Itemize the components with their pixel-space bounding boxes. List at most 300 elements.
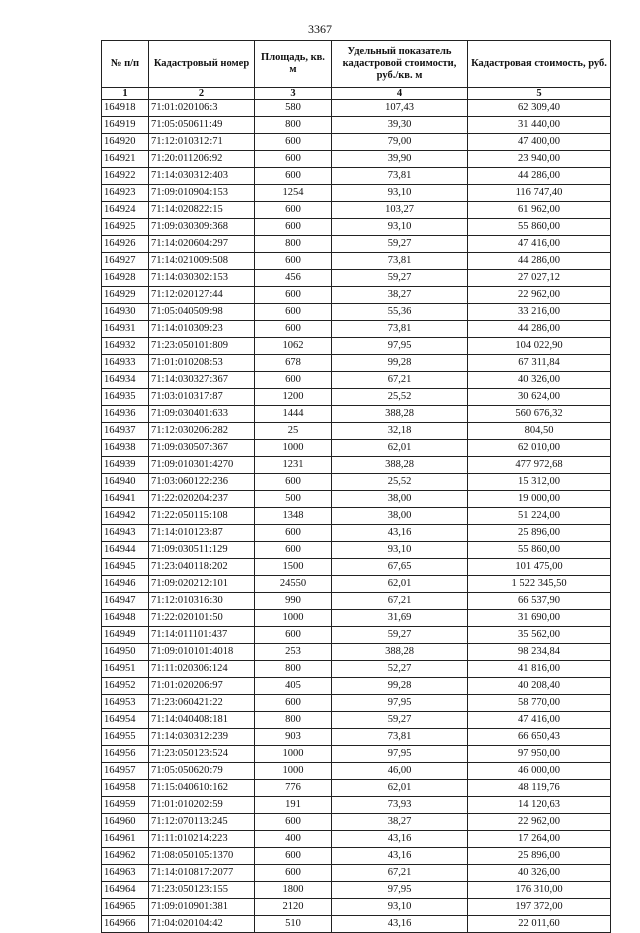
column-number: 4: [332, 88, 468, 100]
table-row: [102, 304, 611, 321]
unit-value-cell: 43,16: [332, 525, 468, 542]
table-row: [102, 848, 611, 865]
table-row: [102, 695, 611, 712]
cadastral-value-cell: 62 309,40: [468, 100, 611, 117]
row-number-cell: 164937: [102, 423, 149, 440]
cadastral-value-cell: 22 011,60: [468, 916, 611, 933]
row-number-cell: 164931: [102, 321, 149, 338]
area-cell: 600: [255, 202, 332, 219]
row-number-cell: 164926: [102, 236, 149, 253]
unit-value-cell: 67,21: [332, 372, 468, 389]
table-row: [102, 236, 611, 253]
cadastral-value-cell: 44 286,00: [468, 253, 611, 270]
unit-value-cell: 46,00: [332, 763, 468, 780]
row-number-cell: 164953: [102, 695, 149, 712]
cadastral-number-cell: 71:23:040118:202: [149, 559, 255, 576]
area-cell: 1000: [255, 746, 332, 763]
cadastral-number-cell: 71:23:050123:524: [149, 746, 255, 763]
row-number-cell: 164946: [102, 576, 149, 593]
unit-value-cell: 32,18: [332, 423, 468, 440]
cadastral-number-cell: 71:09:010101:4018: [149, 644, 255, 661]
area-cell: 600: [255, 134, 332, 151]
area-cell: 600: [255, 151, 332, 168]
row-number-cell: 164944: [102, 542, 149, 559]
table-row: [102, 610, 611, 627]
cadastral-number-cell: 71:09:030309:368: [149, 219, 255, 236]
cadastral-value-cell: 44 286,00: [468, 168, 611, 185]
cadastral-value-cell: 22 962,00: [468, 287, 611, 304]
table-row: [102, 576, 611, 593]
table-row: [102, 831, 611, 848]
table-row: [102, 185, 611, 202]
cadastral-number-cell: 71:01:020106:3: [149, 100, 255, 117]
area-cell: 1000: [255, 440, 332, 457]
cadastral-value-cell: 101 475,00: [468, 559, 611, 576]
table-row: [102, 525, 611, 542]
area-cell: 1062: [255, 338, 332, 355]
unit-value-cell: 25,52: [332, 389, 468, 406]
cadastral-number-cell: 71:05:040509:98: [149, 304, 255, 321]
cadastral-value-cell: 804,50: [468, 423, 611, 440]
cadastral-value-cell: 104 022,90: [468, 338, 611, 355]
unit-value-cell: 52,27: [332, 661, 468, 678]
cadastral-number-cell: 71:09:010904:153: [149, 185, 255, 202]
cadastral-number-cell: 71:22:020204:237: [149, 491, 255, 508]
cadastral-number-cell: 71:12:010316:30: [149, 593, 255, 610]
area-cell: 600: [255, 542, 332, 559]
unit-value-cell: 97,95: [332, 882, 468, 899]
cadastral-value-cell: 41 816,00: [468, 661, 611, 678]
row-number-cell: 164935: [102, 389, 149, 406]
table-row: [102, 457, 611, 474]
unit-value-cell: 93,10: [332, 219, 468, 236]
table-row: [102, 287, 611, 304]
table-row: [102, 151, 611, 168]
cadastral-value-cell: 58 770,00: [468, 695, 611, 712]
area-cell: 500: [255, 491, 332, 508]
cadastral-value-cell: 51 224,00: [468, 508, 611, 525]
table-row: [102, 372, 611, 389]
area-cell: 253: [255, 644, 332, 661]
table-row: [102, 916, 611, 933]
row-number-cell: 164943: [102, 525, 149, 542]
unit-value-cell: 38,27: [332, 814, 468, 831]
cadastral-number-cell: 71:09:030511:129: [149, 542, 255, 559]
cadastral-number-cell: 71:23:050101:809: [149, 338, 255, 355]
area-cell: 600: [255, 372, 332, 389]
table-row: [102, 661, 611, 678]
cadastral-value-cell: 40 208,40: [468, 678, 611, 695]
row-number-cell: 164951: [102, 661, 149, 678]
cadastral-number-cell: 71:20:011206:92: [149, 151, 255, 168]
area-cell: 1200: [255, 389, 332, 406]
table-row: [102, 100, 611, 117]
row-number-cell: 164963: [102, 865, 149, 882]
row-number-cell: 164945: [102, 559, 149, 576]
row-number-cell: 164942: [102, 508, 149, 525]
table-row: [102, 219, 611, 236]
area-cell: 580: [255, 100, 332, 117]
unit-value-cell: 62,01: [332, 576, 468, 593]
row-number-cell: 164962: [102, 848, 149, 865]
area-cell: 600: [255, 848, 332, 865]
cadastral-number-cell: 71:14:010309:23: [149, 321, 255, 338]
row-number-cell: 164938: [102, 440, 149, 457]
cadastral-number-cell: 71:23:050123:155: [149, 882, 255, 899]
table-row: [102, 763, 611, 780]
cadastral-number-cell: 71:03:010317:87: [149, 389, 255, 406]
row-number-cell: 164925: [102, 219, 149, 236]
cadastral-value-cell: 97 950,00: [468, 746, 611, 763]
area-cell: 600: [255, 474, 332, 491]
cadastral-number-cell: 71:14:030312:403: [149, 168, 255, 185]
unit-value-cell: 59,27: [332, 236, 468, 253]
row-number-cell: 164952: [102, 678, 149, 695]
cadastral-value-cell: 61 962,00: [468, 202, 611, 219]
table-row: [102, 559, 611, 576]
row-number-cell: 164958: [102, 780, 149, 797]
cadastral-value-cell: 47 416,00: [468, 712, 611, 729]
unit-value-cell: 99,28: [332, 678, 468, 695]
area-cell: 800: [255, 117, 332, 134]
area-cell: 600: [255, 321, 332, 338]
table-row: [102, 321, 611, 338]
cadastral-number-cell: 71:12:030206:282: [149, 423, 255, 440]
table-row: [102, 406, 611, 423]
cadastral-value-cell: 40 326,00: [468, 865, 611, 882]
unit-value-cell: 67,65: [332, 559, 468, 576]
row-number-cell: 164940: [102, 474, 149, 491]
area-cell: 600: [255, 287, 332, 304]
unit-value-cell: 38,00: [332, 491, 468, 508]
cadastral-value-cell: 55 860,00: [468, 219, 611, 236]
unit-value-cell: 93,10: [332, 185, 468, 202]
row-number-cell: 164923: [102, 185, 149, 202]
cadastral-value-cell: 176 310,00: [468, 882, 611, 899]
unit-value-cell: 73,93: [332, 797, 468, 814]
cadastral-number-cell: 71:23:060421:22: [149, 695, 255, 712]
cadastral-number-cell: 71:01:020206:97: [149, 678, 255, 695]
area-cell: 600: [255, 304, 332, 321]
cadastral-number-cell: 71:22:050115:108: [149, 508, 255, 525]
cadastral-value-cell: 66 650,43: [468, 729, 611, 746]
unit-value-cell: 79,00: [332, 134, 468, 151]
column-number: 1: [102, 88, 149, 100]
cadastral-value-cell: 40 326,00: [468, 372, 611, 389]
area-cell: 600: [255, 525, 332, 542]
cadastral-value-cell: 47 400,00: [468, 134, 611, 151]
row-number-cell: 164928: [102, 270, 149, 287]
area-cell: 600: [255, 253, 332, 270]
row-number-cell: 164959: [102, 797, 149, 814]
unit-value-cell: 73,81: [332, 253, 468, 270]
row-number-cell: 164965: [102, 899, 149, 916]
cadastral-value-cell: 19 000,00: [468, 491, 611, 508]
table-row: [102, 593, 611, 610]
cadastral-value-cell: 197 372,00: [468, 899, 611, 916]
row-number-cell: 164948: [102, 610, 149, 627]
unit-value-cell: 55,36: [332, 304, 468, 321]
area-cell: 400: [255, 831, 332, 848]
header-cadastral-value: Кадастровая стоимость, руб.: [468, 41, 611, 88]
cadastral-value-cell: 55 860,00: [468, 542, 611, 559]
cadastral-value-cell: 66 537,90: [468, 593, 611, 610]
area-cell: 1231: [255, 457, 332, 474]
row-number-cell: 164936: [102, 406, 149, 423]
row-number-cell: 164933: [102, 355, 149, 372]
cadastral-number-cell: 71:11:010214:223: [149, 831, 255, 848]
table-row: [102, 389, 611, 406]
cadastral-value-cell: 62 010,00: [468, 440, 611, 457]
row-number-cell: 164922: [102, 168, 149, 185]
row-number-cell: 164919: [102, 117, 149, 134]
cadastral-value-cell: 48 119,76: [468, 780, 611, 797]
table-row: [102, 746, 611, 763]
table-row: [102, 474, 611, 491]
unit-value-cell: 59,27: [332, 712, 468, 729]
cadastral-value-cell: 31 690,00: [468, 610, 611, 627]
unit-value-cell: 59,27: [332, 627, 468, 644]
table-row: [102, 678, 611, 695]
cadastral-number-cell: 71:09:010301:4270: [149, 457, 255, 474]
unit-value-cell: 39,30: [332, 117, 468, 134]
cadastral-number-cell: 71:12:020127:44: [149, 287, 255, 304]
cadastral-value-cell: 116 747,40: [468, 185, 611, 202]
cadastral-value-cell: 31 440,00: [468, 117, 611, 134]
cadastral-number-cell: 71:14:020822:15: [149, 202, 255, 219]
cadastral-value-cell: 23 940,00: [468, 151, 611, 168]
unit-value-cell: 97,95: [332, 338, 468, 355]
cadastral-number-cell: 71:14:010123:87: [149, 525, 255, 542]
cadastral-number-cell: 71:14:011101:437: [149, 627, 255, 644]
table-row: [102, 797, 611, 814]
table-header-row: [102, 41, 611, 88]
table-row: [102, 270, 611, 287]
unit-value-cell: 43,16: [332, 848, 468, 865]
unit-value-cell: 67,21: [332, 865, 468, 882]
unit-value-cell: 25,52: [332, 474, 468, 491]
table-row: [102, 168, 611, 185]
cadastral-number-cell: 71:09:020212:101: [149, 576, 255, 593]
area-cell: 600: [255, 865, 332, 882]
cadastral-value-cell: 27 027,12: [468, 270, 611, 287]
cadastral-number-cell: 71:09:030401:633: [149, 406, 255, 423]
table-row: [102, 814, 611, 831]
unit-value-cell: 38,00: [332, 508, 468, 525]
row-number-cell: 164930: [102, 304, 149, 321]
table-row: [102, 117, 611, 134]
unit-value-cell: 38,27: [332, 287, 468, 304]
area-cell: 25: [255, 423, 332, 440]
row-number-cell: 164920: [102, 134, 149, 151]
cadastral-number-cell: 71:09:030507:367: [149, 440, 255, 457]
row-number-cell: 164932: [102, 338, 149, 355]
row-number-cell: 164939: [102, 457, 149, 474]
row-number-cell: 164918: [102, 100, 149, 117]
cadastral-number-cell: 71:01:010208:53: [149, 355, 255, 372]
cadastral-value-cell: 35 562,00: [468, 627, 611, 644]
header-cadastral-number: Кадастровый номер: [149, 41, 255, 88]
cadastral-number-cell: 71:14:030312:239: [149, 729, 255, 746]
area-cell: 800: [255, 712, 332, 729]
area-cell: 1254: [255, 185, 332, 202]
area-cell: 24550: [255, 576, 332, 593]
cadastral-value-cell: 14 120,63: [468, 797, 611, 814]
area-cell: 1000: [255, 763, 332, 780]
cadastral-value-cell: 15 312,00: [468, 474, 611, 491]
area-cell: 800: [255, 236, 332, 253]
header-area: Площадь, кв. м: [255, 41, 332, 88]
row-number-cell: 164957: [102, 763, 149, 780]
unit-value-cell: 73,81: [332, 168, 468, 185]
unit-value-cell: 62,01: [332, 780, 468, 797]
unit-value-cell: 43,16: [332, 831, 468, 848]
row-number-cell: 164966: [102, 916, 149, 933]
row-number-cell: 164955: [102, 729, 149, 746]
cadastral-value-cell: 25 896,00: [468, 848, 611, 865]
area-cell: 600: [255, 814, 332, 831]
row-number-cell: 164929: [102, 287, 149, 304]
area-cell: 600: [255, 219, 332, 236]
unit-value-cell: 73,81: [332, 321, 468, 338]
area-cell: 903: [255, 729, 332, 746]
table-row: [102, 355, 611, 372]
table-row: [102, 627, 611, 644]
area-cell: 678: [255, 355, 332, 372]
cadastral-value-cell: 17 264,00: [468, 831, 611, 848]
cadastral-number-cell: 71:09:010901:381: [149, 899, 255, 916]
area-cell: 405: [255, 678, 332, 695]
area-cell: 1800: [255, 882, 332, 899]
row-number-cell: 164964: [102, 882, 149, 899]
row-number-cell: 164956: [102, 746, 149, 763]
cadastral-value-cell: 30 624,00: [468, 389, 611, 406]
area-cell: 600: [255, 168, 332, 185]
cadastral-number-cell: 71:03:060122:236: [149, 474, 255, 491]
row-number-cell: 164927: [102, 253, 149, 270]
row-number-cell: 164949: [102, 627, 149, 644]
cadastral-value-cell: 560 676,32: [468, 406, 611, 423]
table-row: [102, 882, 611, 899]
area-cell: 1500: [255, 559, 332, 576]
area-cell: 1444: [255, 406, 332, 423]
cadastral-value-cell: 33 216,00: [468, 304, 611, 321]
cadastral-number-cell: 71:14:030327:367: [149, 372, 255, 389]
unit-value-cell: 93,10: [332, 899, 468, 916]
table-row: [102, 712, 611, 729]
cadastral-number-cell: 71:22:020101:50: [149, 610, 255, 627]
row-number-cell: 164960: [102, 814, 149, 831]
cadastral-number-cell: 71:01:010202:59: [149, 797, 255, 814]
cadastral-value-cell: 46 000,00: [468, 763, 611, 780]
table-row: [102, 508, 611, 525]
area-cell: 600: [255, 627, 332, 644]
cadastral-value-cell: 477 972,68: [468, 457, 611, 474]
unit-value-cell: 99,28: [332, 355, 468, 372]
table-row: [102, 253, 611, 270]
table-row: [102, 338, 611, 355]
header-row-number: № п/п: [102, 41, 149, 88]
cadastral-number-cell: 71:11:020306:124: [149, 661, 255, 678]
unit-value-cell: 43,16: [332, 916, 468, 933]
cadastral-number-cell: 71:14:020604:297: [149, 236, 255, 253]
row-number-cell: 164941: [102, 491, 149, 508]
unit-value-cell: 73,81: [332, 729, 468, 746]
cadastral-value-cell: 22 962,00: [468, 814, 611, 831]
area-cell: 600: [255, 695, 332, 712]
column-number-row: [102, 88, 611, 100]
header-unit-value: Удельный показатель кадастровой стоимости, руб./кв. м: [332, 41, 468, 88]
unit-value-cell: 62,01: [332, 440, 468, 457]
area-cell: 191: [255, 797, 332, 814]
row-number-cell: 164950: [102, 644, 149, 661]
area-cell: 776: [255, 780, 332, 797]
unit-value-cell: 388,28: [332, 406, 468, 423]
row-number-cell: 164924: [102, 202, 149, 219]
unit-value-cell: 97,95: [332, 695, 468, 712]
unit-value-cell: 93,10: [332, 542, 468, 559]
cadastral-number-cell: 71:15:040610:162: [149, 780, 255, 797]
area-cell: 990: [255, 593, 332, 610]
row-number-cell: 164934: [102, 372, 149, 389]
cadastral-value-cell: 44 286,00: [468, 321, 611, 338]
table-row: [102, 423, 611, 440]
unit-value-cell: 103,27: [332, 202, 468, 219]
unit-value-cell: 59,27: [332, 270, 468, 287]
column-number: 2: [149, 88, 255, 100]
cadastral-number-cell: 71:14:030302:153: [149, 270, 255, 287]
area-cell: 800: [255, 661, 332, 678]
cadastral-number-cell: 71:08:050105:1370: [149, 848, 255, 865]
area-cell: 2120: [255, 899, 332, 916]
column-number: 3: [255, 88, 332, 100]
unit-value-cell: 39,90: [332, 151, 468, 168]
cadastral-value-cell: 25 896,00: [468, 525, 611, 542]
unit-value-cell: 31,69: [332, 610, 468, 627]
cadastral-number-cell: 71:05:050611:49: [149, 117, 255, 134]
table-row: [102, 729, 611, 746]
area-cell: 1348: [255, 508, 332, 525]
column-number: 5: [468, 88, 611, 100]
cadastral-number-cell: 71:12:010312:71: [149, 134, 255, 151]
area-cell: 510: [255, 916, 332, 933]
cadastral-number-cell: 71:12:070113:245: [149, 814, 255, 831]
cadastral-number-cell: 71:14:010817:2077: [149, 865, 255, 882]
row-number-cell: 164921: [102, 151, 149, 168]
table-row: [102, 202, 611, 219]
row-number-cell: 164954: [102, 712, 149, 729]
table-row: [102, 644, 611, 661]
cadastral-number-cell: 71:14:040408:181: [149, 712, 255, 729]
table-body: [102, 100, 611, 933]
cadastral-number-cell: 71:14:021009:508: [149, 253, 255, 270]
table-row: [102, 440, 611, 457]
unit-value-cell: 388,28: [332, 457, 468, 474]
table-row: [102, 134, 611, 151]
row-number-cell: 164947: [102, 593, 149, 610]
unit-value-cell: 97,95: [332, 746, 468, 763]
unit-value-cell: 107,43: [332, 100, 468, 117]
unit-value-cell: 388,28: [332, 644, 468, 661]
table-row: [102, 780, 611, 797]
table-row: [102, 899, 611, 916]
area-cell: 456: [255, 270, 332, 287]
cadastral-value-cell: 98 234,84: [468, 644, 611, 661]
unit-value-cell: 67,21: [332, 593, 468, 610]
cadastral-number-cell: 71:04:020104:42: [149, 916, 255, 933]
table-row: [102, 542, 611, 559]
cadastral-value-cell: 67 311,84: [468, 355, 611, 372]
